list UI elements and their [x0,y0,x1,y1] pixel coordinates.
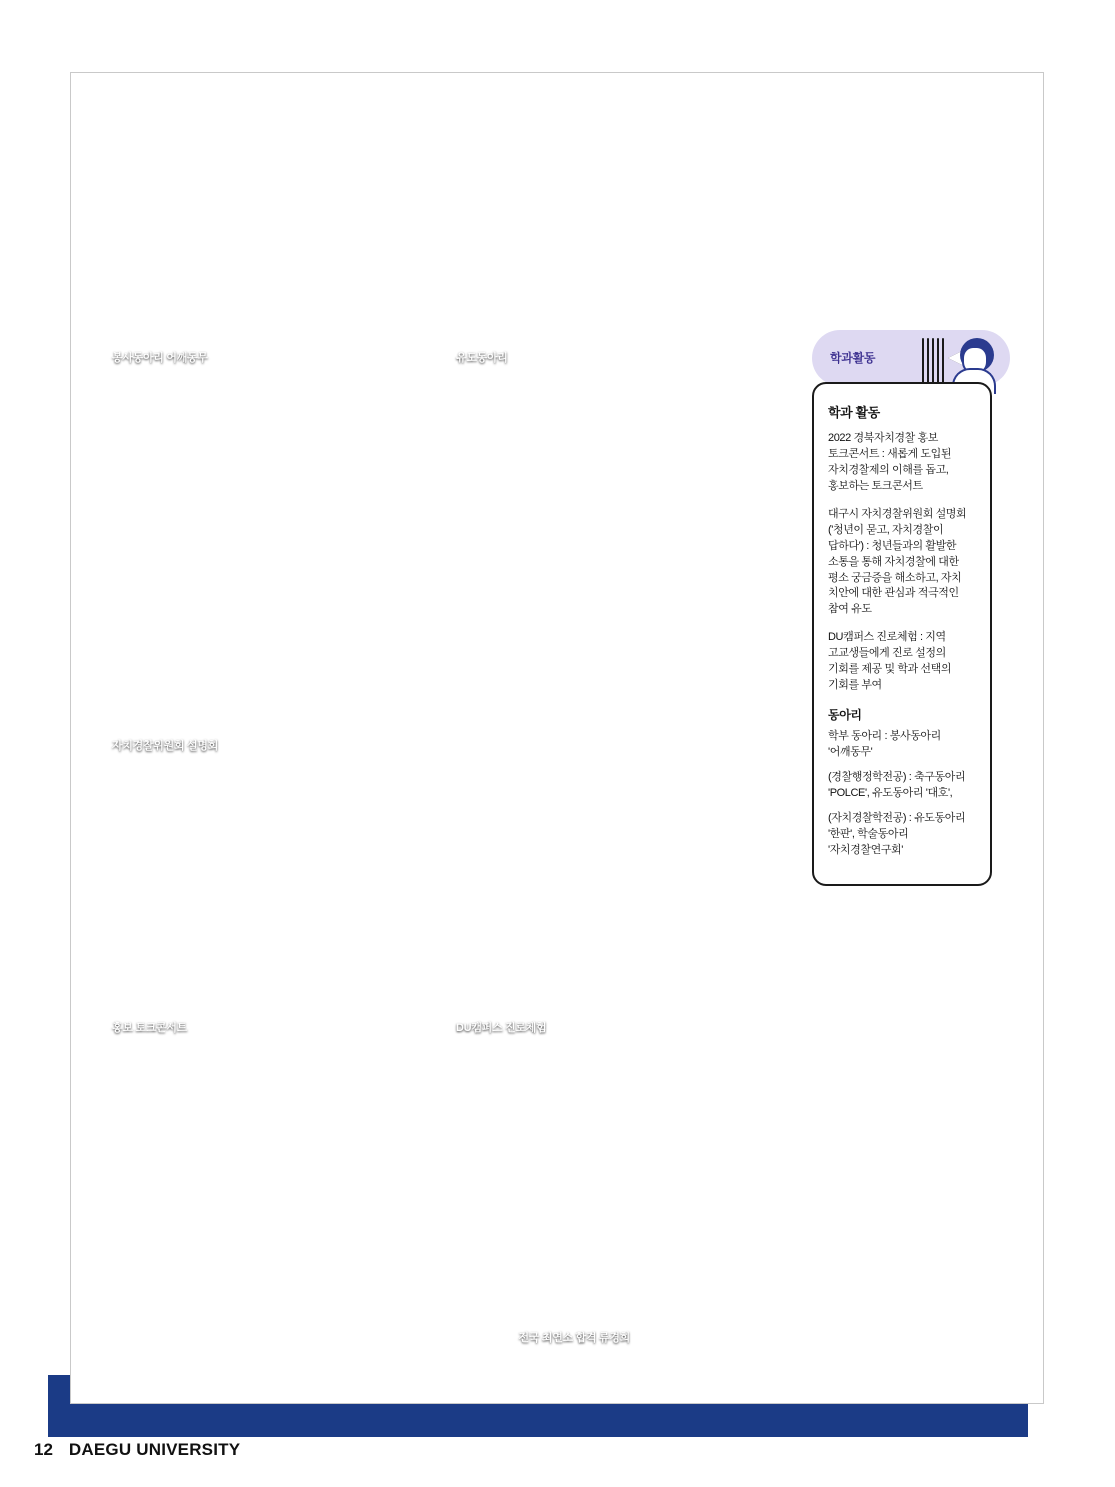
club-heading: 동아리 [828,708,862,723]
sidebar-tab-label: 학과활동 [830,351,876,365]
photo-caption: 봉사동아리 어깨동무 [112,352,208,364]
sidebar-tab [812,330,1010,386]
photo-caption: 유도동아리 [456,352,508,364]
brand-name: DAEGU UNIVERSITY [68,1440,241,1459]
photo-caption: DU캠퍼스 진로체험 [456,1022,547,1034]
page-number: 12 [34,1440,53,1459]
page-footer [34,1440,240,1460]
activity-paragraph-3: DU캠퍼스 진로체험 : 지역 고교생들에게 진로 설정의 기회를 제공 및 학과 선택의 기회를 부여 [828,631,952,692]
photo-caption: 홍보 토크콘서트 [112,1022,188,1034]
club-paragraph-1: 학부 동아리 : 봉사동아리 '어깨동무' [828,730,941,758]
sound-waves-icon [922,338,948,384]
department-activity-card [812,382,992,886]
photo-caption: 자치경찰위원회 설명회 [112,740,219,752]
activity-paragraph-1: 2022 경북자치경찰 홍보 토크콘서트 : 새롭게 도입된 자치경찰제의 이해를 돕고, 홍보하는 토크콘서트 [828,432,952,492]
photo-caption: 전국 최연소 합격 류경희 [518,1332,630,1344]
club-paragraph-2: (경찰행정학전공) : 축구동아리 'POLCE', 유도동아리 '대호', [828,770,966,799]
club-paragraph-3: (자치경찰학전공) : 유도동아리 '한판', 학술동아리 '자치경찰연구회' [828,811,966,856]
card-heading: 학과 활동 [828,405,880,420]
activity-paragraph-2: 대구시 자치경찰위원회 설명회('청년이 묻고, 자치경찰이 답하다') : 청년들과의 활발한 소통을 통해 자치경찰에 대한 평소 궁금증을 해소하고, 자치 치안에 대한 관심과 적극적인 참여 유도 [828,507,967,616]
